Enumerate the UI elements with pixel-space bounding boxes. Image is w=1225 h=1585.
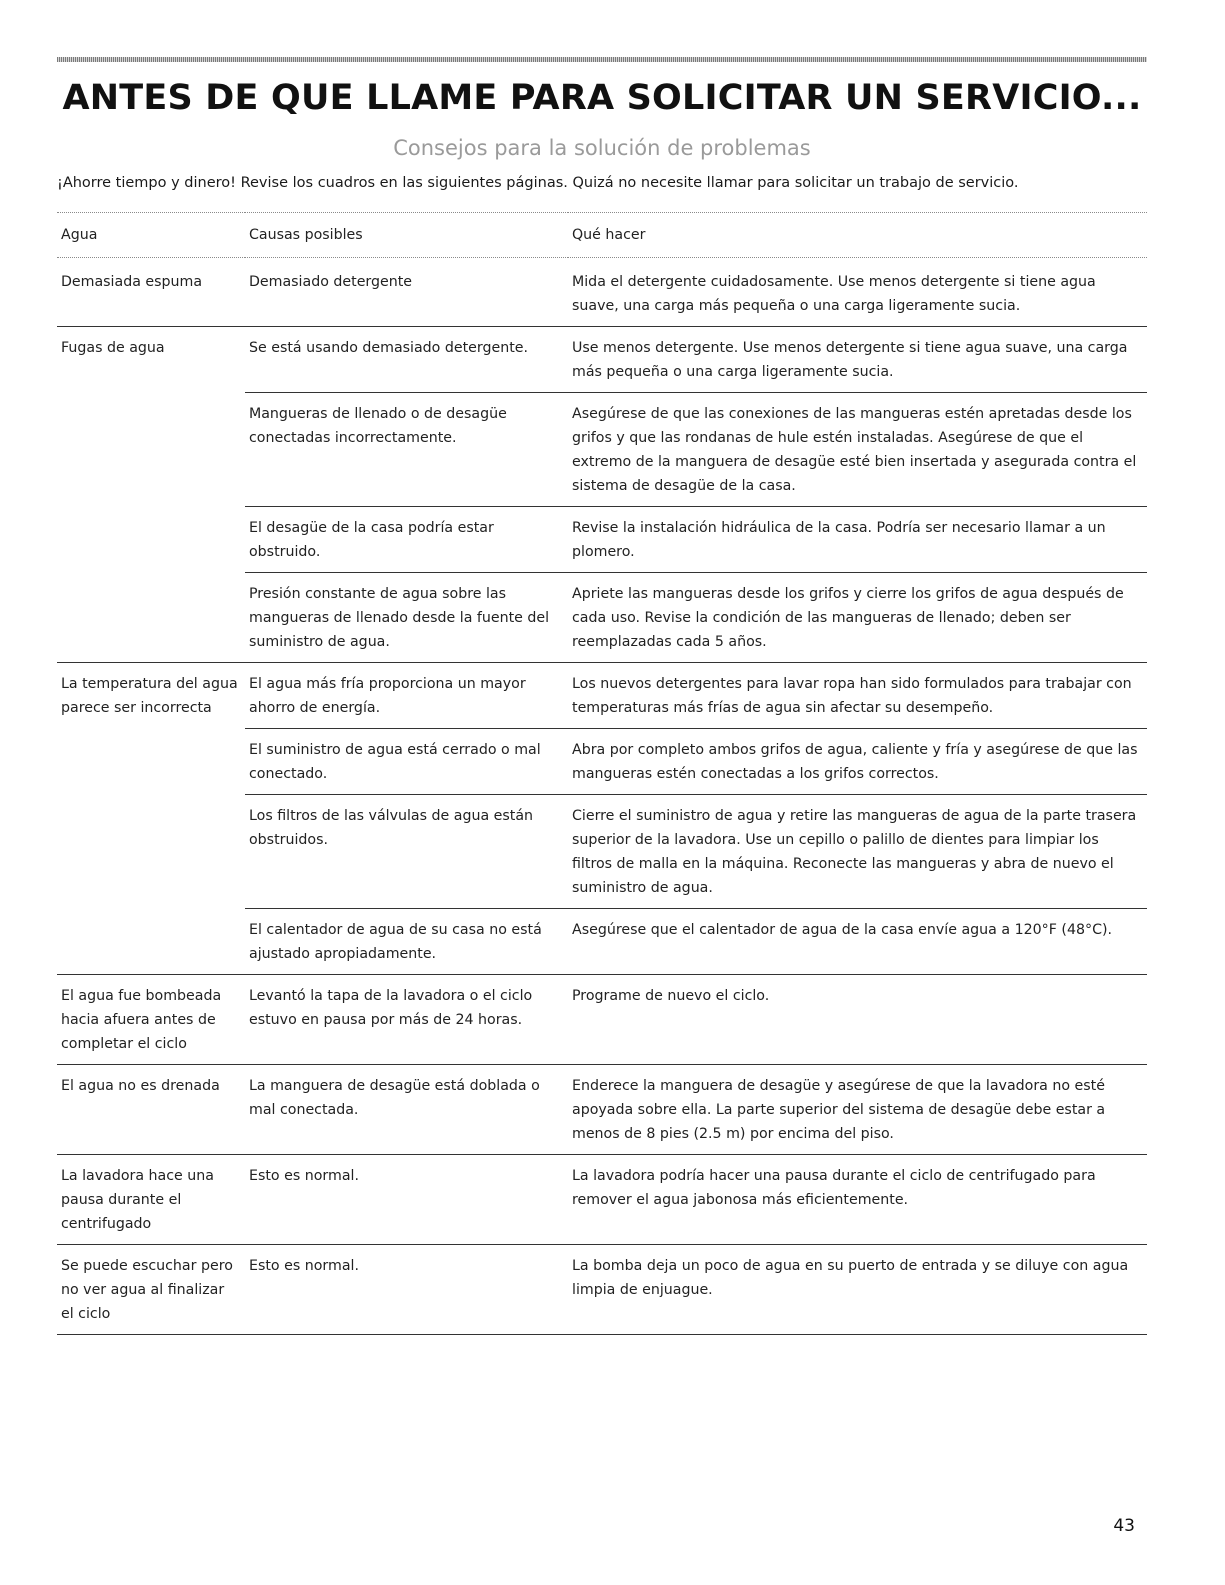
cause-cell: El suministro de agua está cerrado o mal conectado. [245,729,568,795]
cause-cell: El calentador de agua de su casa no está ajustado apropiadamente. [245,909,568,975]
problem-cell: Demasiada espuma [57,258,245,327]
cause-cell: Se está usando demasiado detergente. [245,327,568,393]
action-cell: Use menos detergente. Use menos detergente si tiene agua suave, una carga más pequeña o una carga ligeramente sucia. [568,327,1147,393]
action-cell: Asegúrese que el calentador de agua de la casa envíe agua a 120°F (48°C). [568,909,1147,975]
cause-cell: Presión constante de agua sobre las mangueras de llenado desde la fuente del suministro de agua. [245,573,568,663]
page-title: ANTES DE QUE LLAME PARA SOLICITAR UN SERVICIO... [62,78,1142,118]
problem-cell: La temperatura del agua parece ser incorrecta [57,663,245,975]
problem-cell: Fugas de agua [57,327,245,663]
action-cell: Apriete las mangueras desde los grifos y cierre los grifos de agua después de cada uso. Revise la condición de las mangueras de llenado; deben ser reemplazadas cada 5 años. [568,573,1147,663]
action-cell: La bomba deja un poco de agua en su puerto de entrada y se diluye con agua limpia de enjuague. [568,1245,1147,1335]
action-cell: Mida el detergente cuidadosamente. Use menos detergente si tiene agua suave, una carga más pequeña o una carga ligeramente sucia. [568,258,1147,327]
top-decorative-rule [57,57,1147,62]
action-cell: Programe de nuevo el ciclo. [568,975,1147,1065]
problem-cell: La lavadora hace una pausa durante el centrifugado [57,1155,245,1245]
problem-cell: Se puede escuchar pero no ver agua al finalizar el ciclo [57,1245,245,1335]
intro-text: ¡Ahorre tiempo y dinero! Revise los cuadros en las siguientes páginas. Quizá no necesite llamar para solicitar un trabajo de servicio. [57,175,1019,191]
action-cell: Abra por completo ambos grifos de agua, caliente y fría y asegúrese de que las mangueras estén conectadas a los grifos correctos. [568,729,1147,795]
problem-cell: El agua no es drenada [57,1065,245,1155]
table-row [57,975,1147,1065]
table-row [57,1065,1147,1155]
cause-cell: La manguera de desagüe está doblada o mal conectada. [245,1065,568,1155]
cause-cell: El agua más fría proporciona un mayor ahorro de energía. [245,663,568,729]
table-header-row [57,213,1147,258]
table-row [57,327,1147,393]
column-header-action: Qué hacer [568,213,1147,258]
problem-cell: El agua fue bombeada hacia afuera antes de completar el ciclo [57,975,245,1065]
table-row [57,1245,1147,1335]
cause-cell: Los filtros de las válvulas de agua están obstruidos. [245,795,568,909]
column-header-problem: Agua [57,213,245,258]
table-row [57,258,1147,327]
cause-cell: Esto es normal. [245,1155,568,1245]
cause-cell: Demasiado detergente [245,258,568,327]
troubleshooting-table [57,212,1147,1335]
table-row [57,1155,1147,1245]
action-cell: Enderece la manguera de desagüe y asegúrese de que la lavadora no esté apoyada sobre ella. La parte superior del sistema de desagüe debe estar a menos de 8 pies (2.5 m) por encima del piso. [568,1065,1147,1155]
table-row [57,663,1147,729]
page-subtitle: Consejos para la solución de problemas [393,136,811,160]
cause-cell: Esto es normal. [245,1245,568,1335]
cause-cell: Levantó la tapa de la lavadora o el ciclo estuvo en pausa por más de 24 horas. [245,975,568,1065]
action-cell: Cierre el suministro de agua y retire las mangueras de agua de la parte trasera superior de la lavadora. Use un cepillo o palillo de dientes para limpiar los filtros de malla en la máquina. Reconecte las mangueras y abra de nuevo el suministro de agua. [568,795,1147,909]
action-cell: Asegúrese de que las conexiones de las mangueras estén apretadas desde los grifos y que las rondanas de hule estén instaladas. Asegúrese de que el extremo de la manguera de desagüe esté bien insertada y asegurada contra el sistema de desagüe de la casa. [568,393,1147,507]
column-header-causes: Causas posibles [245,213,568,258]
cause-cell: El desagüe de la casa podría estar obstruido. [245,507,568,573]
cause-cell: Mangueras de llenado o de desagüe conectadas incorrectamente. [245,393,568,507]
action-cell: Revise la instalación hidráulica de la casa. Podría ser necesario llamar a un plomero. [568,507,1147,573]
action-cell: La lavadora podría hacer una pausa durante el ciclo de centrifugado para remover el agua jabonosa más eficientemente. [568,1155,1147,1245]
table-body [57,258,1147,1335]
page-number: 43 [1113,1516,1135,1536]
action-cell: Los nuevos detergentes para lavar ropa han sido formulados para trabajar con temperaturas más frías de agua sin afectar su desempeño. [568,663,1147,729]
